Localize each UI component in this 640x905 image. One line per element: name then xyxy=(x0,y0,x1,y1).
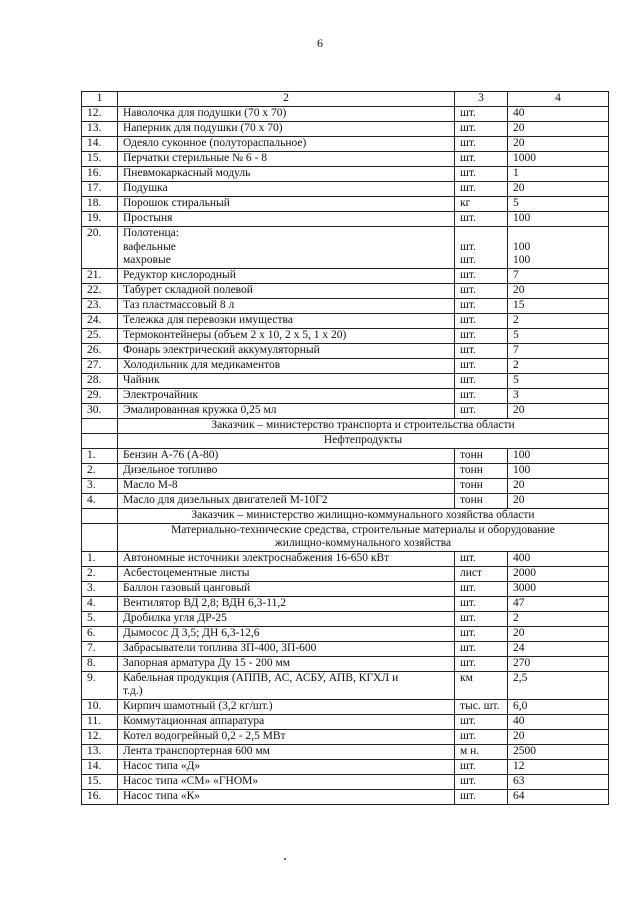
item-name: Одеяло суконное (полуторaспальное) xyxy=(118,137,455,152)
table-row xyxy=(82,388,609,403)
row-number: 22. xyxy=(82,283,118,298)
item-unit xyxy=(455,227,508,269)
row-number: 16. xyxy=(82,167,118,182)
row-number: 1. xyxy=(82,551,118,566)
table-row xyxy=(82,671,609,699)
item-quantity: 12 xyxy=(508,759,609,774)
item-name: Подушка xyxy=(118,182,455,197)
item-name: Насос типа «Д» xyxy=(118,759,455,774)
item-unit: шт. xyxy=(455,152,508,167)
item-name: Фонарь электрический аккумуляторный xyxy=(118,343,455,358)
table-row xyxy=(82,212,609,227)
cell-line xyxy=(513,227,603,241)
item-quantity: 7 xyxy=(508,268,609,283)
table-row xyxy=(82,227,609,269)
item-unit: шт. xyxy=(455,403,508,418)
row-number: 10. xyxy=(82,699,118,714)
item-quantity: 2 xyxy=(508,358,609,373)
row-number: 14. xyxy=(82,759,118,774)
item-name: Забрасыватели топлива ЗП-400, ЗП-600 xyxy=(118,641,455,656)
row-number: 18. xyxy=(82,197,118,212)
item-name: Масло М-8 xyxy=(118,478,455,493)
item-quantity: 7 xyxy=(508,343,609,358)
item-unit: шт. xyxy=(455,107,508,122)
item-name: Кирпич шамотный (3,2 кг/шт.) xyxy=(118,699,455,714)
section-header-row xyxy=(82,418,609,433)
section-header-row xyxy=(82,508,609,523)
row-number: 4. xyxy=(82,596,118,611)
row-number: 16. xyxy=(82,789,118,804)
cell-line: махровые xyxy=(123,254,171,266)
item-unit: лист xyxy=(455,566,508,581)
item-quantity: 20 xyxy=(508,137,609,152)
cell-line: 100 xyxy=(513,254,531,266)
row-number: 23. xyxy=(82,298,118,313)
table-row xyxy=(82,744,609,759)
item-name: Тележка для перевозки имущества xyxy=(118,313,455,328)
item-unit: шт. xyxy=(455,388,508,403)
item-quantity: 20 xyxy=(508,182,609,197)
row-number: 7. xyxy=(82,641,118,656)
item-quantity: 47 xyxy=(508,596,609,611)
item-quantity: 40 xyxy=(508,107,609,122)
item-name: Наперник для подушки (70 х 70) xyxy=(118,122,455,137)
row-number: 2. xyxy=(82,566,118,581)
item-unit: шт. xyxy=(455,373,508,388)
table-row xyxy=(82,298,609,313)
header-col-3: 3 xyxy=(455,92,508,107)
item-name xyxy=(118,671,455,699)
item-name: Масло для дизельных двигателей М-10Г2 xyxy=(118,493,455,508)
subsection-title xyxy=(118,523,609,551)
item-unit: шт. xyxy=(455,358,508,373)
table-row xyxy=(82,182,609,197)
row-number: 20. xyxy=(82,227,118,269)
item-quantity: 2500 xyxy=(508,744,609,759)
item-unit: шт. xyxy=(455,551,508,566)
table-row xyxy=(82,596,609,611)
item-unit: шт. xyxy=(455,313,508,328)
row-number: 19. xyxy=(82,212,118,227)
row-number: 30. xyxy=(82,403,118,418)
subsection-header-row xyxy=(82,523,609,551)
item-quantity: 400 xyxy=(508,551,609,566)
row-number: 4. xyxy=(82,493,118,508)
row-number: 17. xyxy=(82,182,118,197)
item-unit: шт. xyxy=(455,626,508,641)
item-name: Баллон газовый цанговый xyxy=(118,581,455,596)
item-name: Перчатки стерильные № 6 - 8 xyxy=(118,152,455,167)
item-unit: шт. xyxy=(455,714,508,729)
row-number: 21. xyxy=(82,268,118,283)
item-unit: шт. xyxy=(455,212,508,227)
item-unit: шт. xyxy=(455,774,508,789)
row-number: 15. xyxy=(82,774,118,789)
row-number: 1. xyxy=(82,448,118,463)
item-unit: шт. xyxy=(455,167,508,182)
item-unit: шт. xyxy=(455,122,508,137)
row-number: 14. xyxy=(82,137,118,152)
item-unit: шт. xyxy=(455,641,508,656)
subsection-title: Нефтепродукты xyxy=(118,433,609,448)
item-name: Табурет складной полевой xyxy=(118,283,455,298)
item-name: Бензин А-76 (А-80) xyxy=(118,448,455,463)
header-col-4: 4 xyxy=(508,92,609,107)
row-number: 5. xyxy=(82,611,118,626)
table-row xyxy=(82,774,609,789)
item-quantity: 5 xyxy=(508,373,609,388)
row-number: 15. xyxy=(82,152,118,167)
item-quantity: 20 xyxy=(508,122,609,137)
item-quantity: 1 xyxy=(508,167,609,182)
item-quantity: 64 xyxy=(508,789,609,804)
table-row xyxy=(82,328,609,343)
item-quantity: 270 xyxy=(508,656,609,671)
row-number: 6. xyxy=(82,626,118,641)
cell-line: Полотенца: xyxy=(123,227,179,239)
row-number: 24. xyxy=(82,313,118,328)
item-name: Редуктор кислородный xyxy=(118,268,455,283)
row-number: 12. xyxy=(82,729,118,744)
section-title: Заказчик – министерство транспорта и строительства области xyxy=(118,418,609,433)
item-unit: шт. xyxy=(455,137,508,152)
header-col-2: 2 xyxy=(118,92,455,107)
header-row xyxy=(82,92,609,107)
cell-line: жилищно-коммунального хозяйства xyxy=(274,537,452,549)
table-row xyxy=(82,789,609,804)
table-row xyxy=(82,373,609,388)
item-name: Коммутационная аппаратура xyxy=(118,714,455,729)
row-number: 2. xyxy=(82,463,118,478)
table-row xyxy=(82,403,609,418)
item-quantity: 2 xyxy=(508,611,609,626)
item-unit: тыс. шт. xyxy=(455,699,508,714)
row-number: 12. xyxy=(82,107,118,122)
item-unit: шт. xyxy=(455,581,508,596)
item-name: Термоконтейнеры (объем 2 х 10, 2 х 5, 1 х 20) xyxy=(118,328,455,343)
stray-dot xyxy=(284,858,286,860)
item-quantity: 100 xyxy=(508,463,609,478)
cell-line: т.д.) xyxy=(123,685,143,697)
item-unit: тонн xyxy=(455,448,508,463)
item-quantity: 5 xyxy=(508,328,609,343)
table-cell xyxy=(82,418,118,433)
table-row xyxy=(82,463,609,478)
page-number: 6 xyxy=(317,36,323,50)
item-unit: шт. xyxy=(455,283,508,298)
table-row xyxy=(82,358,609,373)
row-number: 3. xyxy=(82,478,118,493)
item-unit: м н. xyxy=(455,744,508,759)
table-row xyxy=(82,759,609,774)
item-name: Простыня xyxy=(118,212,455,227)
table-row xyxy=(82,137,609,152)
item-unit: шт. xyxy=(455,656,508,671)
item-unit: шт. xyxy=(455,182,508,197)
item-unit: шт. xyxy=(455,729,508,744)
table-row xyxy=(82,197,609,212)
table-row xyxy=(82,493,609,508)
row-number: 28. xyxy=(82,373,118,388)
table-row xyxy=(82,268,609,283)
table-row xyxy=(82,343,609,358)
cell-line: Материально-технические средства, строительные материалы и оборудование xyxy=(171,523,555,536)
item-quantity: 5 xyxy=(508,197,609,212)
row-number: 3. xyxy=(82,581,118,596)
table-row xyxy=(82,107,609,122)
table-row xyxy=(82,714,609,729)
item-unit: шт. xyxy=(455,759,508,774)
table-row xyxy=(82,566,609,581)
item-name: Автономные источники электроснабжения 16-650 кВт xyxy=(118,551,455,566)
table-row xyxy=(82,626,609,641)
item-quantity: 100 xyxy=(508,212,609,227)
item-quantity: 20 xyxy=(508,283,609,298)
row-number: 13. xyxy=(82,122,118,137)
item-name: Дымосос Д 3,5; ДН 6,3-12,6 xyxy=(118,626,455,641)
item-name: Дробилка угля ДР-25 xyxy=(118,611,455,626)
item-name: Порошок стиральный xyxy=(118,197,455,212)
table-row xyxy=(82,122,609,137)
item-quantity: 63 xyxy=(508,774,609,789)
item-name xyxy=(118,227,455,269)
item-quantity xyxy=(508,227,609,269)
row-number: 25. xyxy=(82,328,118,343)
header-col-1: 1 xyxy=(82,92,118,107)
item-quantity: 24 xyxy=(508,641,609,656)
table-cell xyxy=(82,508,118,523)
item-unit: шт. xyxy=(455,611,508,626)
item-name: Холодильник для медикаментов xyxy=(118,358,455,373)
table-row xyxy=(82,283,609,298)
item-quantity: 20 xyxy=(508,478,609,493)
cell-line: шт. xyxy=(460,254,476,266)
row-number: 8. xyxy=(82,656,118,671)
subsection-header-row xyxy=(82,433,609,448)
item-name: Запорная арматура Ду 15 - 200 мм xyxy=(118,656,455,671)
item-name: Дизельное топливо xyxy=(118,463,455,478)
item-name: Чайник xyxy=(118,373,455,388)
item-unit: кг xyxy=(455,197,508,212)
cell-line: Кабельная продукция (АППВ, АС, АСБУ, АПВ, КГХЛ и xyxy=(123,671,399,684)
item-quantity: 20 xyxy=(508,493,609,508)
row-number: 27. xyxy=(82,358,118,373)
item-quantity: 20 xyxy=(508,626,609,641)
item-name: Пневмокаркасный модуль xyxy=(118,167,455,182)
supply-table xyxy=(81,91,609,805)
table-row xyxy=(82,478,609,493)
table-cell xyxy=(82,523,118,551)
item-unit: км xyxy=(455,671,508,699)
item-quantity: 6,0 xyxy=(508,699,609,714)
item-quantity: 3 xyxy=(508,388,609,403)
item-unit: шт. xyxy=(455,328,508,343)
item-unit: шт. xyxy=(455,298,508,313)
table-row xyxy=(82,641,609,656)
item-quantity: 3000 xyxy=(508,581,609,596)
item-quantity: 2000 xyxy=(508,566,609,581)
table-row xyxy=(82,656,609,671)
item-quantity: 1000 xyxy=(508,152,609,167)
item-name: Вентилятор ВД 2,8; ВДН 6,3-11,2 xyxy=(118,596,455,611)
item-unit: шт. xyxy=(455,789,508,804)
item-unit: тонн xyxy=(455,478,508,493)
cell-line: шт. xyxy=(460,240,476,253)
cell-line: 100 xyxy=(513,240,531,253)
item-quantity: 2,5 xyxy=(508,671,609,699)
item-unit: тонн xyxy=(455,493,508,508)
table-row xyxy=(82,699,609,714)
item-quantity: 100 xyxy=(508,448,609,463)
item-quantity: 15 xyxy=(508,298,609,313)
item-unit: шт. xyxy=(455,268,508,283)
row-number: 26. xyxy=(82,343,118,358)
item-name: Наволочка для подушки (70 х 70) xyxy=(118,107,455,122)
cell-line xyxy=(460,227,502,241)
item-name: Насос типа «К» xyxy=(118,789,455,804)
cell-line: вафельные xyxy=(123,240,176,253)
item-quantity: 40 xyxy=(508,714,609,729)
item-unit: шт. xyxy=(455,343,508,358)
item-quantity: 2 xyxy=(508,313,609,328)
row-number: 9. xyxy=(82,671,118,699)
table-row xyxy=(82,313,609,328)
table-row xyxy=(82,611,609,626)
table-cell xyxy=(82,433,118,448)
table-row xyxy=(82,551,609,566)
item-quantity: 20 xyxy=(508,729,609,744)
item-unit: тонн xyxy=(455,463,508,478)
row-number: 29. xyxy=(82,388,118,403)
table-row xyxy=(82,167,609,182)
item-name: Эмалированная кружка 0,25 мл xyxy=(118,403,455,418)
item-name: Таз пластмассовый 8 л xyxy=(118,298,455,313)
item-name: Котел водогрейный 0,2 - 2,5 МВт xyxy=(118,729,455,744)
table-row xyxy=(82,581,609,596)
item-name: Лента транспортерная 600 мм xyxy=(118,744,455,759)
item-quantity: 20 xyxy=(508,403,609,418)
table-row xyxy=(82,729,609,744)
table-row xyxy=(82,448,609,463)
table-row xyxy=(82,152,609,167)
row-number: 11. xyxy=(82,714,118,729)
item-name: Электрочайник xyxy=(118,388,455,403)
section-title: Заказчик – министерство жилищно-коммунального хозяйства области xyxy=(118,508,609,523)
item-name: Асбестоцементные листы xyxy=(118,566,455,581)
row-number: 13. xyxy=(82,744,118,759)
item-name: Насос типа «СМ» «ГНОМ» xyxy=(118,774,455,789)
item-unit: шт. xyxy=(455,596,508,611)
